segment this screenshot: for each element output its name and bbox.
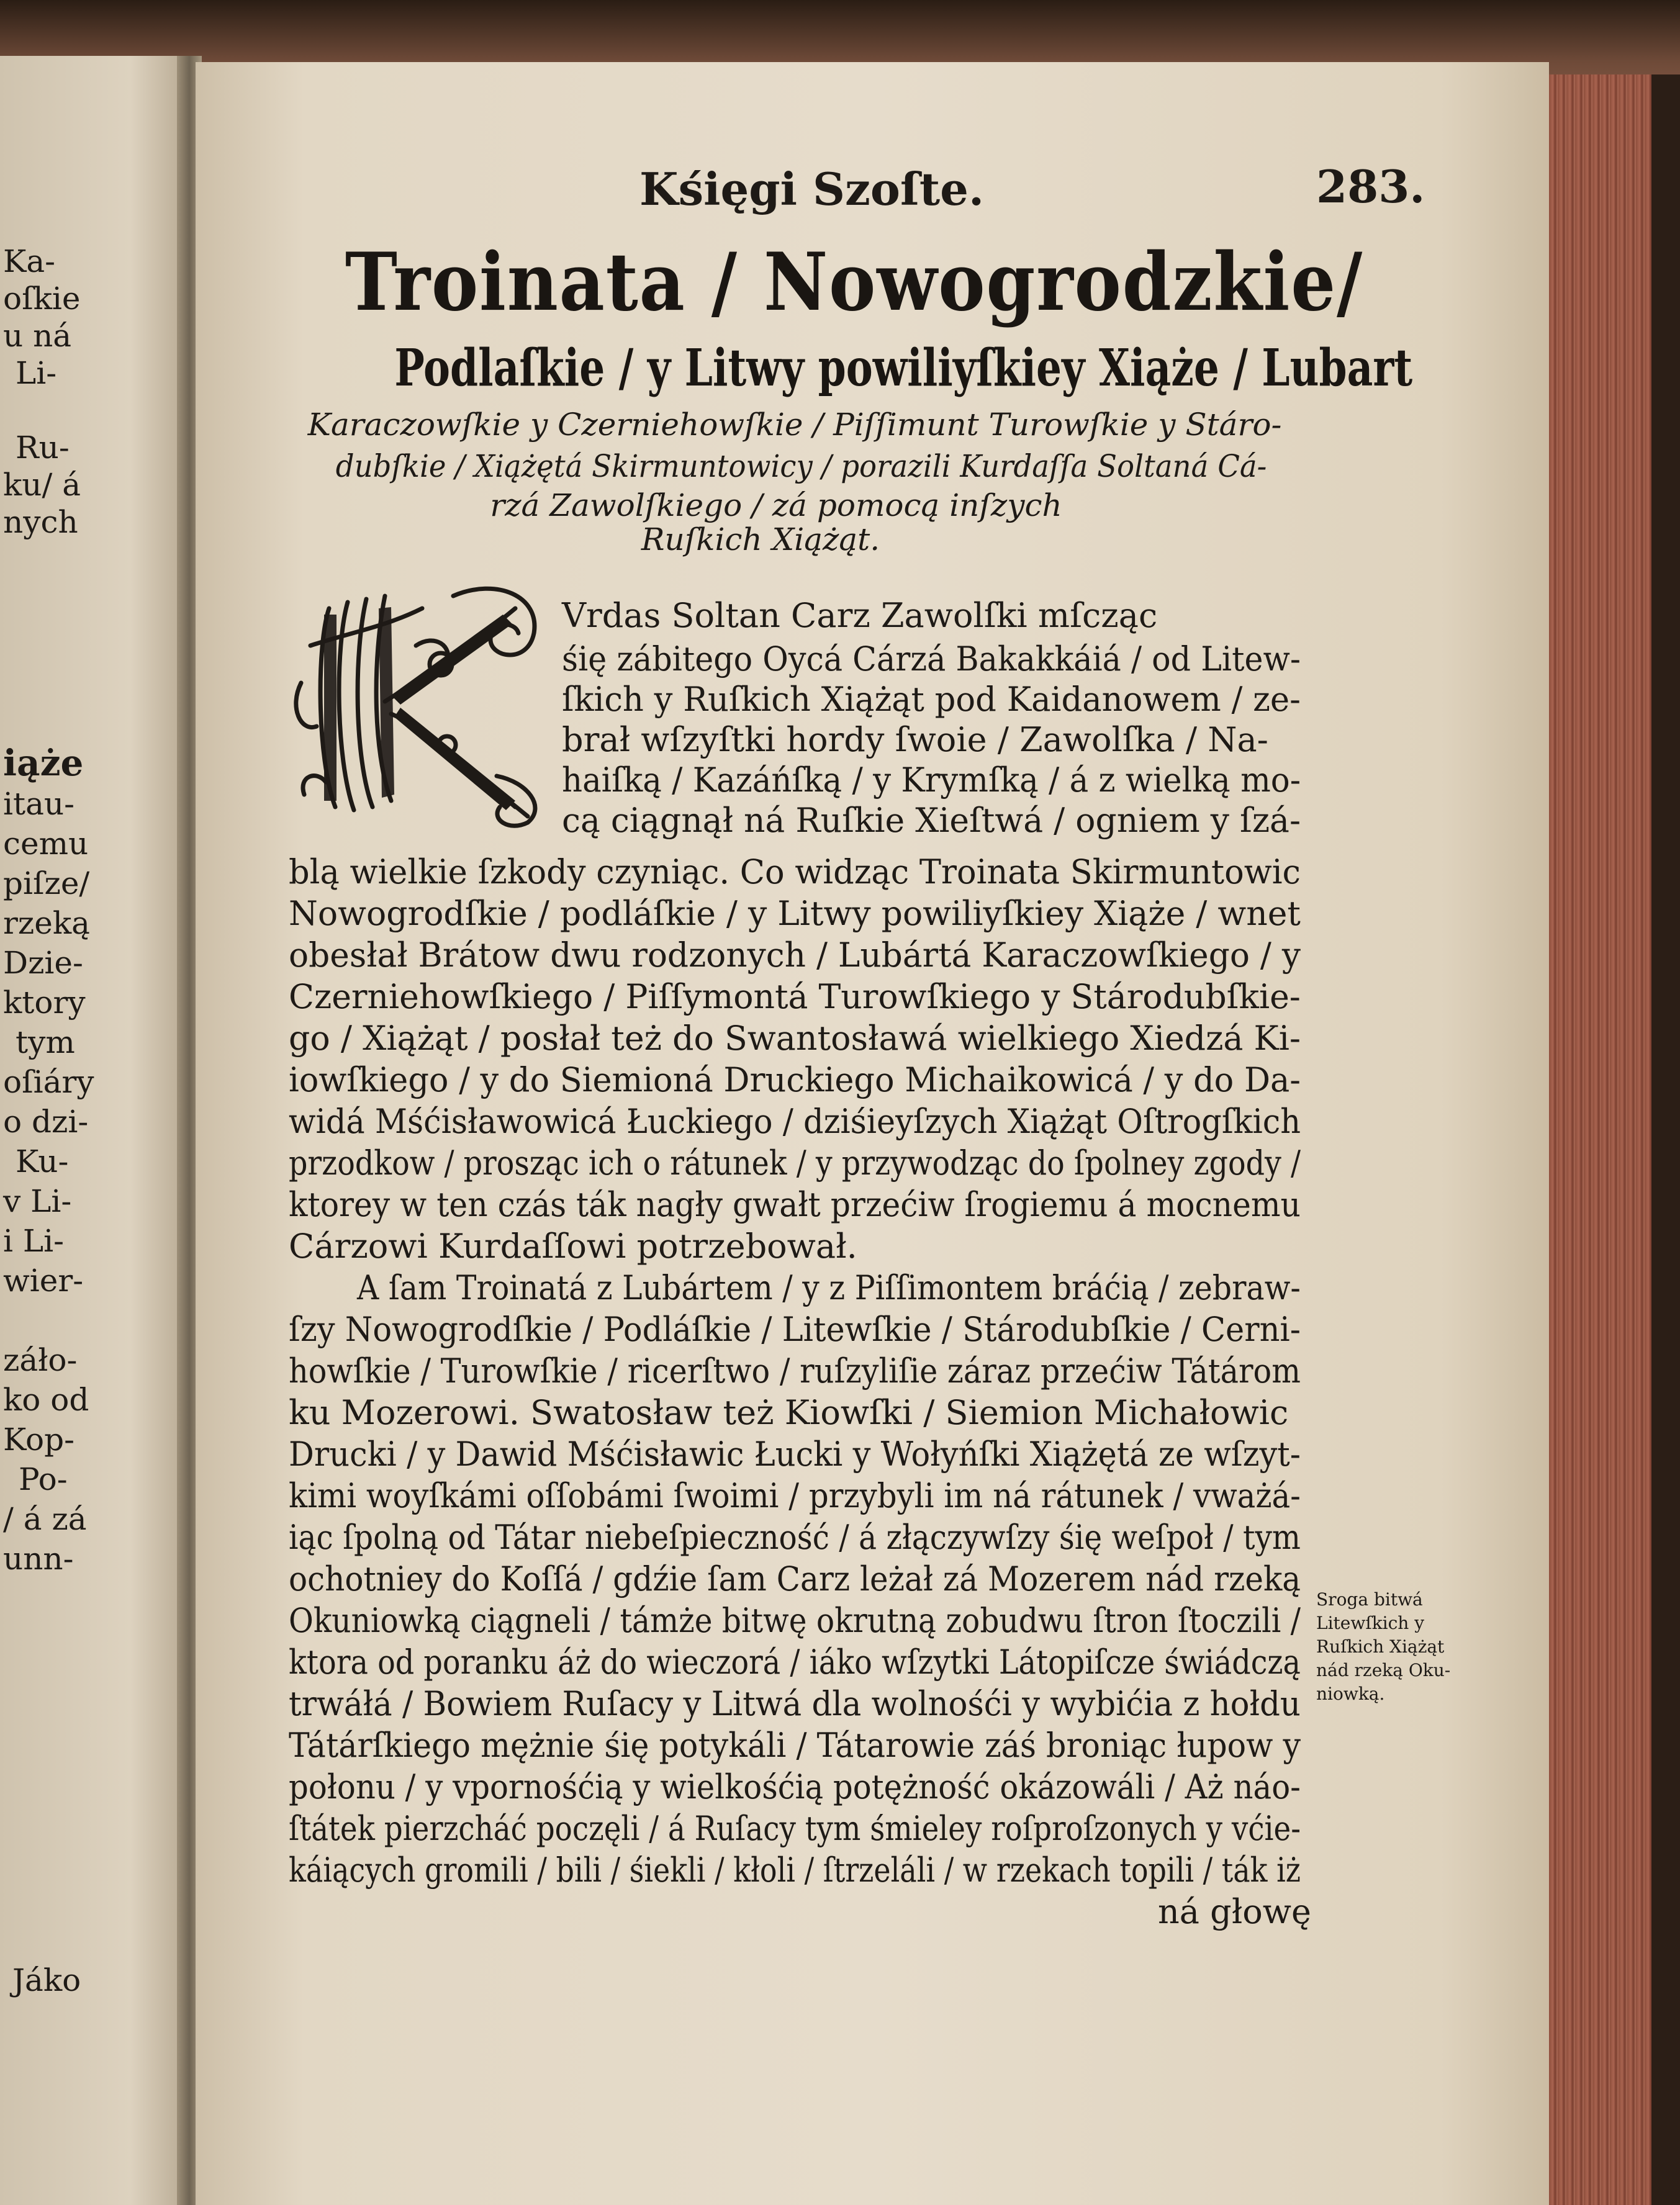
- body-line: Czerniehowſkiego / Piſſymontá Turowſkiego y Stárodubſkie-: [289, 977, 1301, 1016]
- margin-note-line: nád rzeką Oku-: [1316, 1660, 1451, 1680]
- left-fragment: / á zá: [3, 1501, 87, 1537]
- body-line: iowſkiego / y do Siemioná Druckiego Michaikowicá / y do Da-: [289, 1060, 1301, 1099]
- left-page: [0, 56, 186, 2205]
- body-line: widá Mśćisławowicá Łuckiego / dziśieyſzych Xiążąt Oſtrogſkich: [289, 1102, 1301, 1141]
- left-fragment: u ná: [3, 318, 72, 354]
- body-line: A ſam Troinatá z Lubártem / y z Piſſimontem bráćią / zebraw-: [357, 1268, 1301, 1307]
- body-line: káiących gromili / bili / śiekli / kłoli / ſtrzeláli / w rzekach topili / ták iż: [289, 1851, 1301, 1890]
- body-line: ochotniey do Koſſá / gdźie ſam Carz leżał zá Mozerem nád rzeką: [289, 1559, 1301, 1599]
- body-line: ktora od poranku áż do wieczorá / iáko wſzytki Látopiſcze świádczą: [289, 1643, 1301, 1682]
- left-fragment: rzeką: [3, 905, 90, 941]
- running-head: Kśięgi Szoſte.: [639, 163, 985, 215]
- left-fragment: oſkie: [3, 281, 81, 317]
- body-line: haiſką / Kazáńſką / y Krymſką / á z wielką mo-: [562, 760, 1301, 800]
- catchword: ná głowę: [1158, 1892, 1311, 1931]
- chapter-subtitle: rzá Zawolſkiego / zá pomocą inſzych: [490, 487, 1062, 523]
- left-fragment: Po-: [19, 1461, 68, 1497]
- left-fragment: ktory: [3, 985, 86, 1021]
- chapter-title: Troinata / Nowogrodzkie/: [345, 236, 1363, 329]
- body-line: trwáłá / Bowiem Ruſacy y Litwá dla wolnośći y wybićia z hołdu: [289, 1684, 1301, 1723]
- page-number: 283.: [1316, 160, 1425, 213]
- left-fragment: Ka-: [3, 243, 56, 279]
- chapter-subtitle: Karaczowſkie y Czerniehowſkie / Piſſimunt Turowſkie y Stáro-: [307, 407, 1282, 443]
- body-line: Drucki / y Dawid Mśćisławic Łucki y Wołyńſki Xiążętá ze wſzyt-: [289, 1435, 1301, 1474]
- left-fragment: Jáko: [12, 1962, 81, 1998]
- body-line: ku Mozerowi. Swatosław też Kiowſki / Siemion Michałowic: [289, 1393, 1289, 1432]
- body-line: ſtátek pierzcháć poczęli / á Ruſacy tym śmieley roſproſzonych y vćie-: [289, 1809, 1301, 1848]
- body-line: ktorey w ten czás ták nagły gwałt przećiw ſrogiemu á mocnemu: [289, 1185, 1301, 1224]
- body-line: Vrdas Soltan Carz Zawolſki mſcząc: [562, 596, 1158, 635]
- body-line: obesłał Brátow dwu rodzonych / Lubártá Karaczowſkiego / y: [289, 936, 1301, 975]
- left-fragment: unn-: [3, 1541, 74, 1577]
- left-fragment: wier-: [3, 1263, 84, 1299]
- chapter-title-line-2: Podlaſkie / y Litwy powiliyſkiey Xiąże / Lubart: [394, 338, 1413, 398]
- body-line: iąc ſpolną od Tátar niebeſpieczność / á złączywſzy śię weſpoł / tym: [289, 1518, 1301, 1557]
- left-fragment: cemu: [3, 826, 89, 862]
- left-fragment: záło-: [3, 1342, 78, 1378]
- body-line: ſkich y Ruſkich Xiążąt pod Kaidanowem / ze-: [562, 680, 1301, 719]
- left-fragment: Dzie-: [3, 945, 83, 981]
- margin-note-line: Litewſkich y: [1316, 1613, 1425, 1633]
- left-fragment: nych: [3, 504, 78, 540]
- ornamental-initial-k: [292, 571, 553, 832]
- body-line: przodkow / prosząc ich o rátunek / y przywodząc do ſpolney zgody /: [289, 1143, 1301, 1183]
- left-fragment: ku/ á: [3, 467, 81, 503]
- left-fragment: oſiáry: [3, 1064, 94, 1100]
- left-fragment: i Li-: [3, 1223, 64, 1259]
- margin-note-line: niowką.: [1316, 1684, 1385, 1704]
- body-line: blą wielkie ſzkody czyniąc. Co widząc Troinata Skirmuntowic: [289, 852, 1301, 891]
- body-line: howſkie / Turowſkie / ricerſtwo / ruſzyliſie záraz przećiw Tátárom: [289, 1351, 1301, 1391]
- left-fragment: itau-: [3, 786, 75, 822]
- fore-edge-shadow: [1651, 74, 1680, 2205]
- left-fragment: o dzi-: [3, 1104, 89, 1140]
- left-fragment: piſze/: [3, 865, 90, 901]
- left-fragment: tym: [16, 1024, 75, 1060]
- body-line: cą ciągnął ná Ruſkie Xieſtwá / ogniem y ſzá-: [562, 801, 1301, 840]
- body-line: śię zábitego Oycá Cárzá Bakakkáiá / od Litew-: [562, 639, 1301, 679]
- left-fragment: iąże: [3, 742, 84, 784]
- body-line: połonu / y vpornośćią y wielkośćią potężność okázowáli / Aż náo-: [289, 1767, 1301, 1806]
- left-fragment: Li-: [16, 355, 57, 391]
- margin-note-line: Ruſkich Xiążąt: [1316, 1636, 1445, 1657]
- body-line: Nowogrodſkie / podláſkie / y Litwy powiliyſkiey Xiąże / wnet: [289, 894, 1301, 933]
- left-fragment: Ku-: [16, 1143, 69, 1179]
- left-fragment: Ru-: [16, 430, 70, 466]
- chapter-subtitle: Ruſkich Xiążąt.: [641, 521, 880, 557]
- body-line: Okuniowką ciągneli / támże bitwę okrutną zobudwu ſtron ſtoczili /: [289, 1601, 1301, 1640]
- body-line: ſzy Nowogrodſkie / Podláſkie / Litewſkie / Stárodubſkie / Cerni-: [289, 1310, 1301, 1349]
- chapter-subtitle: dubſkie / Xiążętá Skirmuntowicy / porazili Kurdaſſa Soltaná Cá-: [335, 448, 1267, 484]
- body-line: go / Xiążąt / posłał też do Swantosławá wielkiego Xiedzá Ki-: [289, 1019, 1301, 1058]
- left-fragment: ko od: [3, 1382, 89, 1418]
- margin-note-line: Sroga bitwá: [1316, 1589, 1423, 1610]
- body-line: Tátárſkiego mężnie śię potykáli / Tátarowie záś broniąc łupow y: [289, 1726, 1301, 1765]
- body-line: Cárzowi Kurdaſſowi potrzebował.: [289, 1227, 857, 1266]
- left-fragment: v Li-: [3, 1183, 72, 1219]
- body-line: kimi woyſkámi oſſobámi ſwoimi / przybyli im ná rátunek / vważá-: [289, 1476, 1301, 1515]
- body-line: brał wſzyſtki hordy ſwoie / Zawolſka / Na-: [562, 720, 1268, 759]
- left-fragment: Kop-: [3, 1422, 75, 1458]
